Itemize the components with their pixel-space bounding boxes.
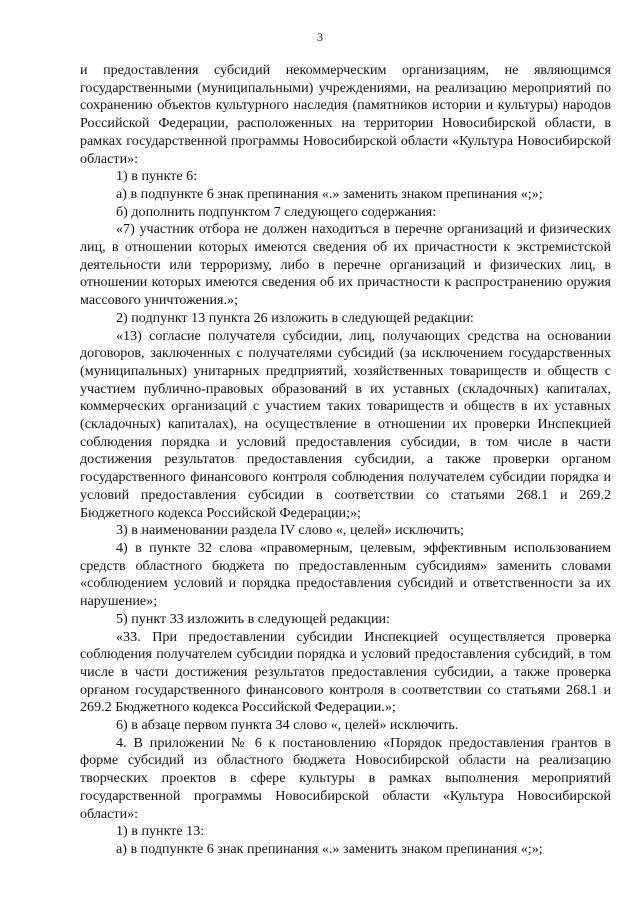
paragraph: и предоставления субсидий некоммерческим организациям, не являющимся государственными (муниципальными) учреждениями, на реализацию мероприятий по сохранению объектов культурного наследия (памятников истории и культуры) народов Российской Федерации, расположенных на территории Новосибирской области, в рамках государственной программы Новосибирской области «Культура Новосибирской области»: bbox=[80, 62, 611, 167]
paragraph: «13) согласие получателя субсидии, лиц, получающих средства на основании договоров, заключенных с получателями субсидий (за исключением государственных (муниципальных) унитарных предприятий, хозяйственных товариществ и обществ с участием публично-правовых образований в их уставных (складочных) капиталах, коммерческих организаций с участием таких товариществ и обществ в их уставных (складочных) капиталах), на осуществление в отношении их проверки Инспекцией соблюдения порядка и условий предоставления субсидии, в том числе в части достижения результатов предоставления субсидии, а также проверки органом государственного финансового контроля соблюдения получателем субсидии порядка и условий предоставления субсидии в соответствии со статьями 268.1 и 269.2 Бюджетного кодекса Российской Федерации;»; bbox=[80, 327, 611, 521]
paragraph: 4. В приложении № 6 к постановлению «Порядок предоставления грантов в форме субсидий из областного бюджета Новосибирской области на реализацию творческих проектов в сфере культуры в рамках выполнения мероприятий государственной программы Новосибирской области «Культура Новосибирской области»: bbox=[80, 734, 611, 822]
page-number: 3 bbox=[317, 30, 323, 44]
paragraph: 1) в пункте 6: bbox=[116, 168, 198, 185]
document-body bbox=[80, 62, 611, 859]
paragraph: 2) подпункт 13 пункта 26 изложить в следующей редакции: bbox=[116, 309, 474, 326]
paragraph: «33. При предоставлении субсидии Инспекцией осуществляется проверка соблюдения получателем субсидии порядка и условий предоставления субсидий, в том числе в части достижения результатов предоставления субсидии, а также проверка органом государственного финансового контроля в соответствии со статьями 268.1 и 269.2 Бюджетного кодекса Российской Федерации.»; bbox=[80, 628, 611, 716]
paragraph: 4) в пункте 32 слова «правомерным, целевым, эффективным использованием средств областного бюджета по предоставленным субсидиям» заменить словами «соблюдением условий и порядка предоставления субсидий и ответственности за их нарушение»; bbox=[80, 539, 611, 610]
paragraph: а) в подпункте 6 знак препинания «.» заменить знаком препинания «;»; bbox=[116, 185, 543, 202]
paragraph: 6) в абзаце первом пункта 34 слово «, целей» исключить. bbox=[116, 717, 459, 734]
paragraph: а) в подпункте 6 знак препинания «.» заменить знаком препинания «;»; bbox=[116, 840, 543, 857]
paragraph: «7) участник отбора не должен находиться в перечне организаций и физических лиц, в отношении которых имеются сведения об их причастности к экстремистской деятельности или терроризму, либо в перечне организаций и физических лиц, в отношении которых имеются сведения об их причастности к распространению оружия массового уничтожения.»; bbox=[80, 221, 611, 309]
paragraph: 1) в пункте 13: bbox=[116, 823, 205, 840]
paragraph: 5) пункт 33 изложить в следующей редакции: bbox=[116, 610, 390, 627]
paragraph: б) дополнить подпунктом 7 следующего содержания: bbox=[116, 203, 437, 220]
paragraph: 3) в наименовании раздела IV слово «, целей» исключить; bbox=[116, 522, 464, 539]
